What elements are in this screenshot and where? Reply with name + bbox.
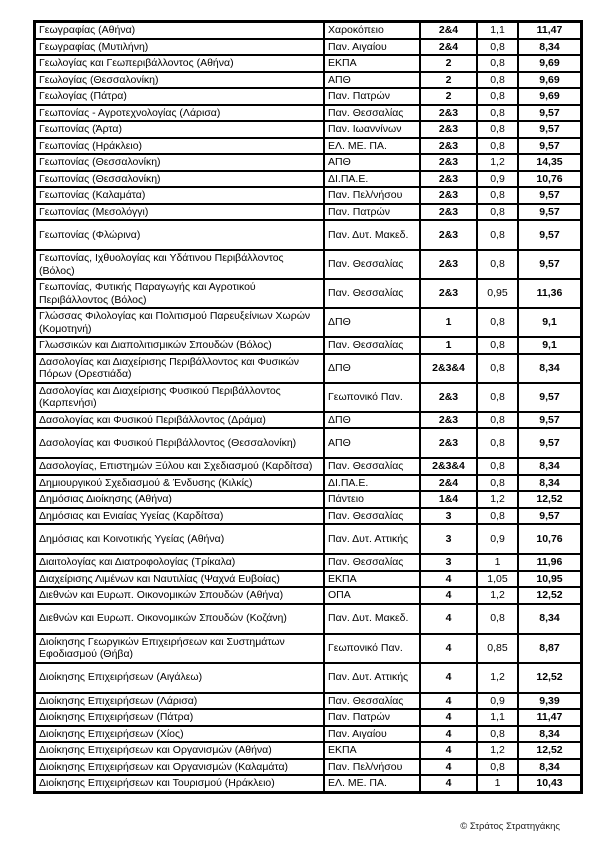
university-cell: ΕΚΠΑ bbox=[324, 742, 420, 759]
score-cell: 9,57 bbox=[518, 412, 582, 429]
fields-cell: 4 bbox=[420, 742, 477, 759]
university-cell: Παν. Θεσσαλίας bbox=[324, 337, 420, 354]
score-cell: 11,36 bbox=[518, 279, 582, 308]
score-cell: 10,76 bbox=[518, 524, 582, 554]
university-cell: ΕΚΠΑ bbox=[324, 55, 420, 72]
department-cell: Γεωπονίας (Μεσολόγγι) bbox=[35, 204, 325, 221]
coefficient-cell: 0,95 bbox=[477, 279, 518, 308]
table-row bbox=[35, 354, 582, 383]
department-cell: Γεωπονίας (Ηράκλειο) bbox=[35, 138, 325, 155]
fields-cell: 2&3 bbox=[420, 250, 477, 279]
score-cell: 9,1 bbox=[518, 337, 582, 354]
coefficient-cell: 0,8 bbox=[477, 354, 518, 383]
university-cell: ΕΚΠΑ bbox=[324, 571, 420, 588]
department-cell: Γεωπονίας, Ιχθυολογίας και Υδάτινου Περιβάλλοντος (Βόλος) bbox=[35, 250, 325, 279]
score-cell: 12,52 bbox=[518, 663, 582, 693]
score-cell: 9,57 bbox=[518, 204, 582, 221]
department-cell: Διαχείρισης Λιμένων και Ναυτιλίας (Ψαχνά Ευβοίας) bbox=[35, 571, 325, 588]
university-cell: Γεωπονικό Παν. bbox=[324, 383, 420, 412]
table-row bbox=[35, 250, 582, 279]
fields-cell: 2&3&4 bbox=[420, 458, 477, 475]
department-cell: Διοίκησης Γεωργικών Επιχειρήσεων και Συστημάτων Εφοδιασμού (Θήβα) bbox=[35, 634, 325, 663]
department-cell: Γεωγραφίας (Μυτιλήνη) bbox=[35, 39, 325, 56]
score-cell: 9,57 bbox=[518, 105, 582, 122]
score-cell: 9,57 bbox=[518, 121, 582, 138]
fields-cell: 2 bbox=[420, 72, 477, 89]
university-cell: Παν. Θεσσαλίας bbox=[324, 279, 420, 308]
score-cell: 9,57 bbox=[518, 250, 582, 279]
department-cell: Δημόσιας Διοίκησης (Αθήνα) bbox=[35, 491, 325, 508]
fields-cell: 3 bbox=[420, 554, 477, 571]
university-cell: ΑΠΘ bbox=[324, 154, 420, 171]
score-cell: 8,34 bbox=[518, 354, 582, 383]
coefficient-cell: 0,9 bbox=[477, 693, 518, 710]
university-cell: Παν. Αιγαίου bbox=[324, 726, 420, 743]
coefficient-cell: 1 bbox=[477, 775, 518, 792]
fields-cell: 2&3 bbox=[420, 105, 477, 122]
score-cell: 11,47 bbox=[518, 22, 582, 39]
coefficient-cell: 0,8 bbox=[477, 726, 518, 743]
fields-cell: 4 bbox=[420, 726, 477, 743]
score-cell: 12,52 bbox=[518, 587, 582, 604]
university-cell: Παν. Δυτ. Μακεδ. bbox=[324, 220, 420, 250]
table-row bbox=[35, 693, 582, 710]
table-row bbox=[35, 39, 582, 56]
fields-cell: 2&3 bbox=[420, 412, 477, 429]
department-cell: Διαιτολογίας και Διατροφολογίας (Τρίκαλα) bbox=[35, 554, 325, 571]
score-cell: 9,1 bbox=[518, 308, 582, 337]
coefficient-cell: 0,8 bbox=[477, 138, 518, 155]
coefficient-cell: 0,8 bbox=[477, 475, 518, 492]
table-row bbox=[35, 634, 582, 663]
table-row bbox=[35, 428, 582, 458]
score-cell: 9,57 bbox=[518, 428, 582, 458]
department-cell: Διοίκησης Επιχειρήσεων (Λάρισα) bbox=[35, 693, 325, 710]
fields-cell: 4 bbox=[420, 775, 477, 792]
coefficient-cell: 0,8 bbox=[477, 759, 518, 776]
score-cell: 8,34 bbox=[518, 759, 582, 776]
university-cell: Παν. Πελ/νήσου bbox=[324, 187, 420, 204]
table-row bbox=[35, 742, 582, 759]
fields-cell: 1 bbox=[420, 337, 477, 354]
table-row bbox=[35, 524, 582, 554]
fields-cell: 2&3 bbox=[420, 138, 477, 155]
university-cell: ΔΙ.ΠΑ.Ε. bbox=[324, 475, 420, 492]
score-cell: 8,34 bbox=[518, 604, 582, 634]
university-cell: Παν. Πατρών bbox=[324, 88, 420, 105]
score-cell: 11,96 bbox=[518, 554, 582, 571]
table-row bbox=[35, 726, 582, 743]
department-cell: Γεωλογίας και Γεωπεριβάλλοντος (Αθήνα) bbox=[35, 55, 325, 72]
coefficient-cell: 0,8 bbox=[477, 187, 518, 204]
table-row bbox=[35, 204, 582, 221]
score-cell: 9,57 bbox=[518, 220, 582, 250]
coefficient-cell: 0,8 bbox=[477, 105, 518, 122]
coefficient-cell: 0,8 bbox=[477, 204, 518, 221]
coefficient-cell: 1,2 bbox=[477, 491, 518, 508]
score-cell: 8,34 bbox=[518, 726, 582, 743]
university-cell: Γεωπονικό Παν. bbox=[324, 634, 420, 663]
table-row bbox=[35, 279, 582, 308]
fields-cell: 2 bbox=[420, 55, 477, 72]
admissions-table-body bbox=[35, 22, 582, 793]
fields-cell: 2&3 bbox=[420, 154, 477, 171]
department-cell: Διοίκησης Επιχειρήσεων και Οργανισμών (Αθήνα) bbox=[35, 742, 325, 759]
department-cell: Δασολογίας και Φυσικού Περιβάλλοντος (Θεσσαλονίκη) bbox=[35, 428, 325, 458]
coefficient-cell: 0,8 bbox=[477, 121, 518, 138]
university-cell: Παν. Δυτ. Μακεδ. bbox=[324, 604, 420, 634]
coefficient-cell: 0,85 bbox=[477, 634, 518, 663]
score-cell: 9,69 bbox=[518, 55, 582, 72]
university-cell: ΔΠΘ bbox=[324, 354, 420, 383]
university-cell: Παν. Θεσσαλίας bbox=[324, 458, 420, 475]
university-cell: ΔΠΘ bbox=[324, 412, 420, 429]
university-cell: Παν. Θεσσαλίας bbox=[324, 508, 420, 525]
coefficient-cell: 0,9 bbox=[477, 171, 518, 188]
fields-cell: 2&3 bbox=[420, 204, 477, 221]
coefficient-cell: 0,8 bbox=[477, 412, 518, 429]
score-cell: 8,87 bbox=[518, 634, 582, 663]
department-cell: Διοίκησης Επιχειρήσεων (Χίος) bbox=[35, 726, 325, 743]
department-cell: Γεωπονίας (Άρτα) bbox=[35, 121, 325, 138]
fields-cell: 2&3 bbox=[420, 187, 477, 204]
score-cell: 9,57 bbox=[518, 383, 582, 412]
department-cell: Γεωλογίας (Πάτρα) bbox=[35, 88, 325, 105]
coefficient-cell: 0,8 bbox=[477, 308, 518, 337]
university-cell: Παν. Ιωαννίνων bbox=[324, 121, 420, 138]
university-cell: Παν. Θεσσαλίας bbox=[324, 250, 420, 279]
table-row bbox=[35, 571, 582, 588]
table-row bbox=[35, 587, 582, 604]
fields-cell: 3 bbox=[420, 524, 477, 554]
fields-cell: 3 bbox=[420, 508, 477, 525]
department-cell: Δασολογίας και Διαχείρισης Φυσικού Περιβάλλοντος (Καρπενήσι) bbox=[35, 383, 325, 412]
university-cell: ΕΛ. ΜΕ. ΠΑ. bbox=[324, 775, 420, 792]
coefficient-cell: 0,8 bbox=[477, 604, 518, 634]
university-cell: Χαροκόπειο bbox=[324, 22, 420, 39]
coefficient-cell: 1,05 bbox=[477, 571, 518, 588]
fields-cell: 2&4 bbox=[420, 475, 477, 492]
score-cell: 10,43 bbox=[518, 775, 582, 792]
university-cell: Παν. Θεσσαλίας bbox=[324, 554, 420, 571]
department-cell: Γλωσσικών και Διαπολιτισμικών Σπουδών (Βόλος) bbox=[35, 337, 325, 354]
fields-cell: 2&3 bbox=[420, 121, 477, 138]
department-cell: Διοίκησης Επιχειρήσεων (Πάτρα) bbox=[35, 709, 325, 726]
department-cell: Δημόσιας και Κοινοτικής Υγείας (Αθήνα) bbox=[35, 524, 325, 554]
coefficient-cell: 0,8 bbox=[477, 508, 518, 525]
score-cell: 9,69 bbox=[518, 72, 582, 89]
fields-cell: 4 bbox=[420, 663, 477, 693]
fields-cell: 1&4 bbox=[420, 491, 477, 508]
coefficient-cell: 0,8 bbox=[477, 458, 518, 475]
department-cell: Γλώσσας Φιλολογίας και Πολιτισμού Παρευξείνιων Χωρών (Κομοτηνή) bbox=[35, 308, 325, 337]
coefficient-cell: 0,8 bbox=[477, 55, 518, 72]
table-row bbox=[35, 55, 582, 72]
table-row bbox=[35, 709, 582, 726]
table-row bbox=[35, 220, 582, 250]
university-cell: ΑΠΘ bbox=[324, 428, 420, 458]
department-cell: Δασολογίας και Διαχείρισης Περιβάλλοντος και Φυσικών Πόρων (Ορεστιάδα) bbox=[35, 354, 325, 383]
coefficient-cell: 0,8 bbox=[477, 250, 518, 279]
table-row bbox=[35, 187, 582, 204]
fields-cell: 4 bbox=[420, 709, 477, 726]
fields-cell: 4 bbox=[420, 587, 477, 604]
score-cell: 8,34 bbox=[518, 458, 582, 475]
fields-cell: 2&4 bbox=[420, 39, 477, 56]
score-cell: 9,57 bbox=[518, 187, 582, 204]
coefficient-cell: 0,8 bbox=[477, 39, 518, 56]
table-row bbox=[35, 508, 582, 525]
copyright-note: © Στράτος Στρατηγάκης bbox=[460, 821, 560, 832]
fields-cell: 2&3 bbox=[420, 220, 477, 250]
coefficient-cell: 1,2 bbox=[477, 663, 518, 693]
score-cell: 10,76 bbox=[518, 171, 582, 188]
fields-cell: 2&4 bbox=[420, 22, 477, 39]
table-row bbox=[35, 412, 582, 429]
table-row bbox=[35, 88, 582, 105]
department-cell: Δημόσιας και Ενιαίας Υγείας (Καρδίτσα) bbox=[35, 508, 325, 525]
score-cell: 11,47 bbox=[518, 709, 582, 726]
table-row bbox=[35, 554, 582, 571]
table-row bbox=[35, 171, 582, 188]
department-cell: Γεωπονίας - Αγροτεχνολογίας (Λάρισα) bbox=[35, 105, 325, 122]
fields-cell: 2&3 bbox=[420, 383, 477, 412]
table-row bbox=[35, 383, 582, 412]
department-cell: Διεθνών και Ευρωπ. Οικονομικών Σπουδών (Αθήνα) bbox=[35, 587, 325, 604]
table-row bbox=[35, 138, 582, 155]
university-cell: ΔΠΘ bbox=[324, 308, 420, 337]
university-cell: Παν. Θεσσαλίας bbox=[324, 693, 420, 710]
university-cell: Παν. Αιγαίου bbox=[324, 39, 420, 56]
fields-cell: 4 bbox=[420, 634, 477, 663]
score-cell: 12,52 bbox=[518, 491, 582, 508]
university-cell: Παν. Πατρών bbox=[324, 709, 420, 726]
table-row bbox=[35, 308, 582, 337]
university-cell: Παν. Δυτ. Αττικής bbox=[324, 524, 420, 554]
university-cell: Παν. Πατρών bbox=[324, 204, 420, 221]
admissions-table bbox=[33, 20, 583, 794]
university-cell: ΑΠΘ bbox=[324, 72, 420, 89]
fields-cell: 4 bbox=[420, 604, 477, 634]
table-row bbox=[35, 337, 582, 354]
fields-cell: 2&3 bbox=[420, 428, 477, 458]
table-row bbox=[35, 121, 582, 138]
score-cell: 9,57 bbox=[518, 138, 582, 155]
department-cell: Γεωλογίας (Θεσσαλονίκη) bbox=[35, 72, 325, 89]
coefficient-cell: 1,1 bbox=[477, 709, 518, 726]
table-row bbox=[35, 604, 582, 634]
university-cell: Παν. Πελ/νήσου bbox=[324, 759, 420, 776]
department-cell: Διοίκησης Επιχειρήσεων και Οργανισμών (Καλαμάτα) bbox=[35, 759, 325, 776]
table-row bbox=[35, 154, 582, 171]
coefficient-cell: 0,8 bbox=[477, 428, 518, 458]
department-cell: Γεωπονίας (Φλώρινα) bbox=[35, 220, 325, 250]
department-cell: Δασολογίας και Φυσικού Περιβάλλοντος (Δράμα) bbox=[35, 412, 325, 429]
coefficient-cell: 0,9 bbox=[477, 524, 518, 554]
department-cell: Διοίκησης Επιχειρήσεων και Τουρισμού (Ηράκλειο) bbox=[35, 775, 325, 792]
table-row bbox=[35, 491, 582, 508]
coefficient-cell: 1,2 bbox=[477, 154, 518, 171]
table-row bbox=[35, 72, 582, 89]
department-cell: Δημιουργικού Σχεδιασμού & Ένδυσης (Κιλκίς) bbox=[35, 475, 325, 492]
department-cell: Γεωπονίας (Καλαμάτα) bbox=[35, 187, 325, 204]
department-cell: Γεωγραφίας (Αθήνα) bbox=[35, 22, 325, 39]
coefficient-cell: 0,8 bbox=[477, 72, 518, 89]
coefficient-cell: 0,8 bbox=[477, 88, 518, 105]
score-cell: 9,57 bbox=[518, 508, 582, 525]
university-cell: ΕΛ. ΜΕ. ΠΑ. bbox=[324, 138, 420, 155]
score-cell: 10,95 bbox=[518, 571, 582, 588]
coefficient-cell: 1,2 bbox=[477, 587, 518, 604]
department-cell: Διοίκησης Επιχειρήσεων (Αιγάλεω) bbox=[35, 663, 325, 693]
coefficient-cell: 1,2 bbox=[477, 742, 518, 759]
score-cell: 8,34 bbox=[518, 475, 582, 492]
score-cell: 8,34 bbox=[518, 39, 582, 56]
fields-cell: 4 bbox=[420, 693, 477, 710]
department-cell: Γεωπονίας (Θεσσαλονίκη) bbox=[35, 154, 325, 171]
table-row bbox=[35, 475, 582, 492]
fields-cell: 2&3 bbox=[420, 279, 477, 308]
department-cell: Γεωπονίας (Θεσσαλονίκη) bbox=[35, 171, 325, 188]
department-cell: Διεθνών και Ευρωπ. Οικονομικών Σπουδών (Κοζάνη) bbox=[35, 604, 325, 634]
university-cell: ΔΙ.ΠΑ.Ε. bbox=[324, 171, 420, 188]
university-cell: Πάντειο bbox=[324, 491, 420, 508]
score-cell: 12,52 bbox=[518, 742, 582, 759]
fields-cell: 4 bbox=[420, 759, 477, 776]
university-cell: ΟΠΑ bbox=[324, 587, 420, 604]
table-row bbox=[35, 22, 582, 39]
coefficient-cell: 0,8 bbox=[477, 337, 518, 354]
score-cell: 9,69 bbox=[518, 88, 582, 105]
table-row bbox=[35, 458, 582, 475]
fields-cell: 2&3&4 bbox=[420, 354, 477, 383]
fields-cell: 2 bbox=[420, 88, 477, 105]
coefficient-cell: 1,1 bbox=[477, 22, 518, 39]
table-row bbox=[35, 663, 582, 693]
score-cell: 14,35 bbox=[518, 154, 582, 171]
university-cell: Παν. Δυτ. Αττικής bbox=[324, 663, 420, 693]
table-row bbox=[35, 775, 582, 792]
table-row bbox=[35, 759, 582, 776]
university-cell: Παν. Θεσσαλίας bbox=[324, 105, 420, 122]
department-cell: Δασολογίας, Επιστημών Ξύλου και Σχεδιασμού (Καρδίτσα) bbox=[35, 458, 325, 475]
coefficient-cell: 0,8 bbox=[477, 220, 518, 250]
score-cell: 9,39 bbox=[518, 693, 582, 710]
coefficient-cell: 0,8 bbox=[477, 383, 518, 412]
fields-cell: 2&3 bbox=[420, 171, 477, 188]
fields-cell: 4 bbox=[420, 571, 477, 588]
department-cell: Γεωπονίας, Φυτικής Παραγωγής και Αγροτικού Περιβάλλοντος (Βόλος) bbox=[35, 279, 325, 308]
table-row bbox=[35, 105, 582, 122]
fields-cell: 1 bbox=[420, 308, 477, 337]
coefficient-cell: 1 bbox=[477, 554, 518, 571]
